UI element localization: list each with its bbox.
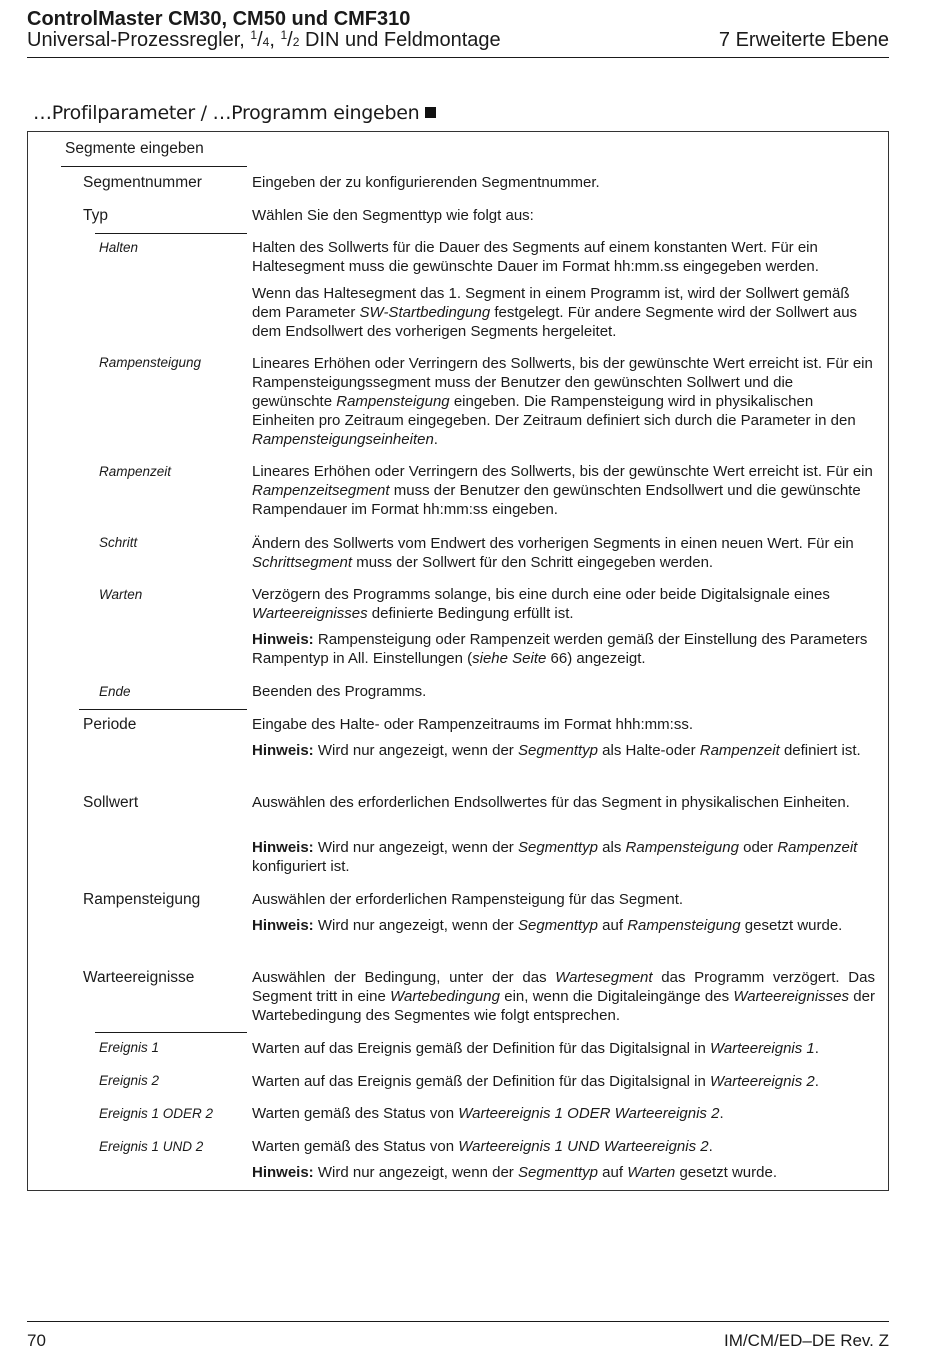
option-label-ereignis-und: Ereignis 1 UND 2	[99, 1139, 204, 1154]
typ-options-rule	[95, 233, 247, 234]
option-desc-ereignis-oder: Warten gemäß des Status von Warteereignis 1 ODER Warteereignis 2.	[252, 1105, 724, 1122]
document-title: ControlMaster CM30, CM50 und CMF310	[27, 8, 411, 30]
param-label-segmentnummer: Segmentnummer	[83, 174, 202, 191]
param-note-warteereignisse: Hinweis: Wird nur angezeigt, wenn der Segmenttyp auf Warten gesetzt wurde.	[252, 1164, 777, 1181]
typ-end-rule	[79, 709, 247, 710]
option-label-ereignis-1: Ereignis 1	[99, 1040, 160, 1055]
option-desc-ende: Beenden des Programms.	[252, 683, 427, 700]
param-desc-sollwert: Auswählen des erforderlichen Endsollwertes für das Segment in physikalischen Einheiten.	[252, 794, 850, 811]
option-desc-rampenzeit: Lineares Erhöhen oder Verringern des Sollwerts, bis der gewünschte Wert erreicht ist. Für ein Rampenzeitsegment muss der Benutzer den gewünschten Endsollwert und die gewünschte Rampendauer im Format hh:mm:ss eingeben.	[252, 463, 873, 518]
footer-divider	[27, 1321, 889, 1322]
option-label-schritt: Schritt	[99, 535, 138, 550]
option-label-rampenzeit: Rampenzeit	[99, 464, 172, 479]
box-title: Segmente eingeben	[65, 140, 204, 157]
option-desc-ereignis-1: Warten auf das Ereignis gemäß der Definition für das Digitalsignal in Warteereignis 1.	[252, 1040, 819, 1057]
option-label-rampensteigung: Rampensteigung	[99, 355, 202, 370]
option-label-ereignis-2: Ereignis 2	[99, 1073, 160, 1088]
param-desc-segmentnummer: Eingeben der zu konfigurierenden Segmentnummer.	[252, 174, 600, 191]
document-id: IM/CM/ED–DE Rev. Z	[724, 1331, 889, 1350]
end-square-icon	[425, 107, 436, 118]
option-label-warten: Warten	[99, 587, 143, 602]
param-desc-periode: Eingabe des Halte- oder Rampenzeitraums im Format hhh:mm:ss.	[252, 716, 694, 733]
warteereignisse-options-rule	[95, 1032, 247, 1033]
header-divider	[27, 57, 889, 58]
option-label-halten: Halten	[99, 240, 139, 255]
chapter-label: 7 Erweiterte Ebene	[718, 29, 889, 51]
box-title-rule	[61, 166, 247, 167]
option-label-ereignis-oder: Ereignis 1 ODER 2	[99, 1106, 214, 1121]
param-note-sollwert: Hinweis: Wird nur angezeigt, wenn der Segmenttyp als Rampensteigung oder Rampenzeit konfiguriert ist.	[252, 839, 858, 875]
param-label-warteereignisse: Warteereignisse	[83, 969, 195, 986]
document-subtitle: Universal-Prozessregler, $^1$/4, $^1$/2 DIN und Feldmontage	[27, 28, 501, 51]
option-desc-halten-2: Wenn das Haltesegment das 1. Segment in einem Programm ist, wird der Sollwert gemäß dem Parameter SW-Startbedingung festgelegt. Für andere Segmente wird der Sollwert aus dem Endsollwert des vorherigen Segments hergeleitet.	[252, 285, 858, 340]
option-note-warten: Hinweis: Rampensteigung oder Rampenzeit werden gemäß der Einstellung des Parameters Rampentyp in All. Einstellungen (siehe Seite 66) angezeigt.	[252, 631, 868, 667]
option-desc-warten: Verzögern des Programms solange, bis eine durch eine oder beide Digitalsignale eines Warteereignisses definierte Bedingung erfüllt ist.	[252, 586, 830, 622]
param-label-rampensteigung: Rampensteigung	[83, 891, 201, 908]
param-desc-warteereignisse: Auswählen der Bedingung, unter der das Wartesegment das Programm verzögert. Das Segment tritt in eine Wartebedingung ein, wenn die Digitaleingänge des Warteereignisses der Wartebedingung des Segmentes wie folgt entsprechen.	[252, 969, 875, 1024]
param-label-sollwert: Sollwert	[83, 794, 139, 811]
option-desc-ereignis-2: Warten auf das Ereignis gemäß der Definition für das Digitalsignal in Warteereignis 2.	[252, 1073, 819, 1090]
param-label-typ: Typ	[83, 207, 108, 224]
param-desc-typ: Wählen Sie den Segmenttyp wie folgt aus:	[252, 207, 534, 224]
option-desc-schritt: Ändern des Sollwerts vom Endwert des vorherigen Segments in einen neuen Wert. Für ein Schrittsegment muss der Sollwert für den Schritt eingegeben werden.	[252, 535, 854, 571]
param-note-periode: Hinweis: Wird nur angezeigt, wenn der Segmenttyp als Halte-oder Rampenzeit definiert ist.	[252, 742, 861, 759]
option-label-ende: Ende	[99, 684, 131, 699]
param-label-periode: Periode	[83, 716, 137, 733]
page-number: 70	[27, 1331, 46, 1350]
param-desc-rampensteigung: Auswählen der erforderlichen Rampensteigung für das Segment.	[252, 891, 684, 908]
option-desc-ereignis-und: Warten gemäß des Status von Warteereignis 1 UND Warteereignis 2.	[252, 1138, 713, 1155]
param-note-rampensteigung: Hinweis: Wird nur angezeigt, wenn der Segmenttyp auf Rampensteigung gesetzt wurde.	[252, 917, 843, 934]
section-heading: …Profilparameter / …Programm eingeben	[33, 101, 436, 125]
option-desc-rampensteigung: Lineares Erhöhen oder Verringern des Sollwerts, bis der gewünschte Wert erreicht ist. Für ein Rampensteigungssegment muss der Benutzer den gewünschten Sollwert und die gewünschte Rampensteigung eingeben. Die Rampensteigung wird in physikalischen Einheiten pro Zeitraum eingegeben. Der Zeitraum definiert sich durch die Parameter in den Rampensteigungseinheiten.	[252, 355, 873, 448]
option-desc-halten: Halten des Sollwerts für die Dauer des Segments auf einem konstanten Wert. Für ein Haltesegment muss die gewünschte Dauer im Format hh:mm.ss eingegeben werden.	[252, 239, 819, 275]
